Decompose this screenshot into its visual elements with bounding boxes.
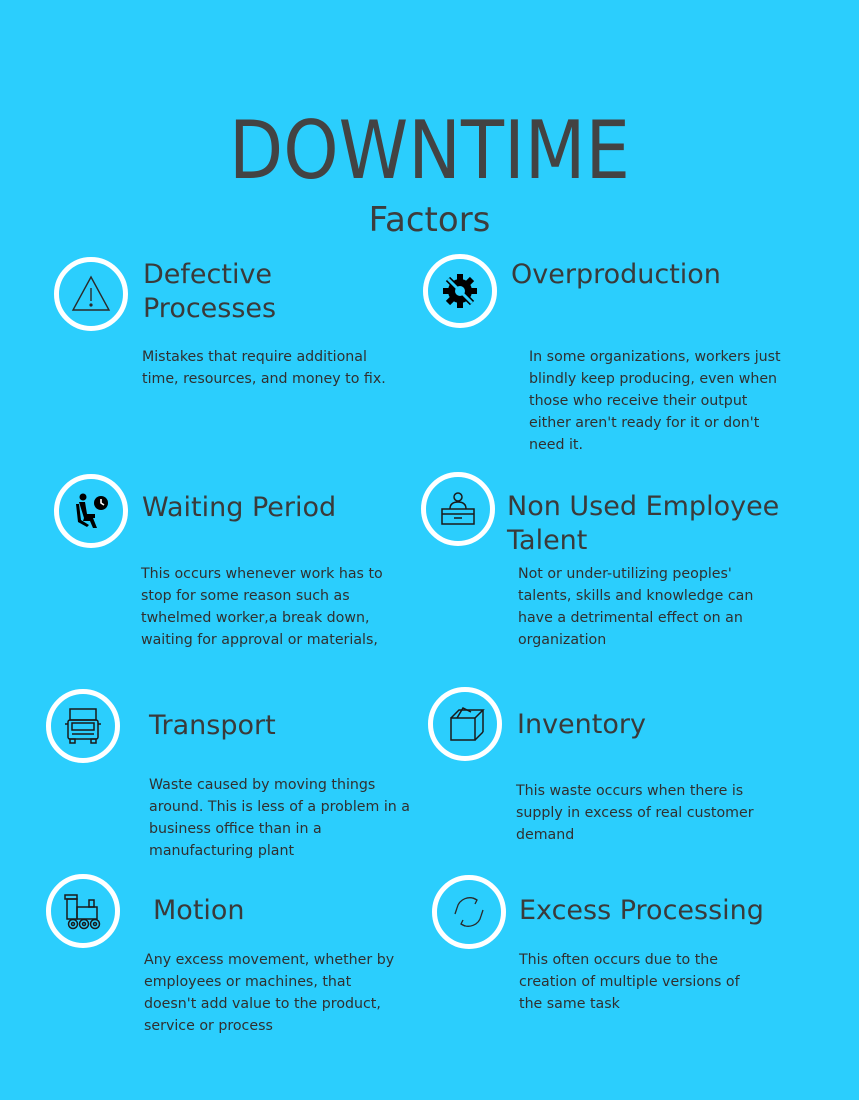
page-subtitle: Factors bbox=[368, 200, 491, 240]
overproduction-description: In some organizations, workers just blindly keep producing, even when those who receive their output either aren't ready for it or don't need it. bbox=[529, 349, 781, 453]
gear-icon bbox=[438, 269, 482, 313]
refresh-icon bbox=[447, 890, 491, 934]
non-used-employee-talent-circle bbox=[421, 472, 495, 546]
defective-processes-description: Mistakes that require additional time, resources, and money to fix. bbox=[142, 349, 386, 387]
transport-description: Waste caused by moving things around. This is less of a problem in a business office than in a manufacturing plant bbox=[149, 777, 410, 859]
excess-processing-heading: Excess Processing bbox=[519, 895, 764, 926]
excess-processing-circle bbox=[432, 875, 506, 949]
warning-icon bbox=[69, 272, 113, 316]
waiting-period-circle bbox=[54, 474, 128, 548]
train-icon bbox=[61, 889, 105, 933]
non-used-employee-talent-heading: Non Used Employee Talent bbox=[507, 491, 780, 556]
motion-circle bbox=[46, 874, 120, 948]
motion-description: Any excess movement, whether by employees or machines, that doesn't add value to the product, service or process bbox=[144, 952, 395, 1034]
motion-heading: Motion bbox=[153, 895, 245, 926]
box-icon bbox=[443, 702, 487, 746]
inventory-description: This waste occurs when there is supply in excess of real customer demand bbox=[516, 783, 754, 843]
employee-desk-icon bbox=[436, 487, 480, 531]
waiting-period-heading: Waiting Period bbox=[142, 492, 337, 523]
waiting-period-description: This occurs whenever work has to stop for some reason such as twhelmed worker,a break down, waiting for approval or materials, bbox=[141, 566, 383, 648]
waiting-person-icon bbox=[69, 489, 113, 533]
non-used-employee-talent-description: Not or under-utilizing peoples' talents, skills and knowledge can have a detrimental effect on an organization bbox=[518, 566, 754, 648]
excess-processing-description: This often occurs due to the creation of multiple versions of the same task bbox=[519, 952, 740, 1012]
inventory-heading: Inventory bbox=[517, 709, 646, 740]
transport-heading: Transport bbox=[149, 710, 276, 741]
overproduction-heading: Overproduction bbox=[511, 259, 721, 290]
overproduction-circle bbox=[423, 254, 497, 328]
truck-icon bbox=[61, 704, 105, 748]
defective-processes-circle bbox=[54, 257, 128, 331]
transport-circle bbox=[46, 689, 120, 763]
defective-processes-heading: Defective Processes bbox=[143, 259, 277, 324]
page-title: DOWNTIME bbox=[229, 104, 630, 197]
inventory-circle bbox=[428, 687, 502, 761]
